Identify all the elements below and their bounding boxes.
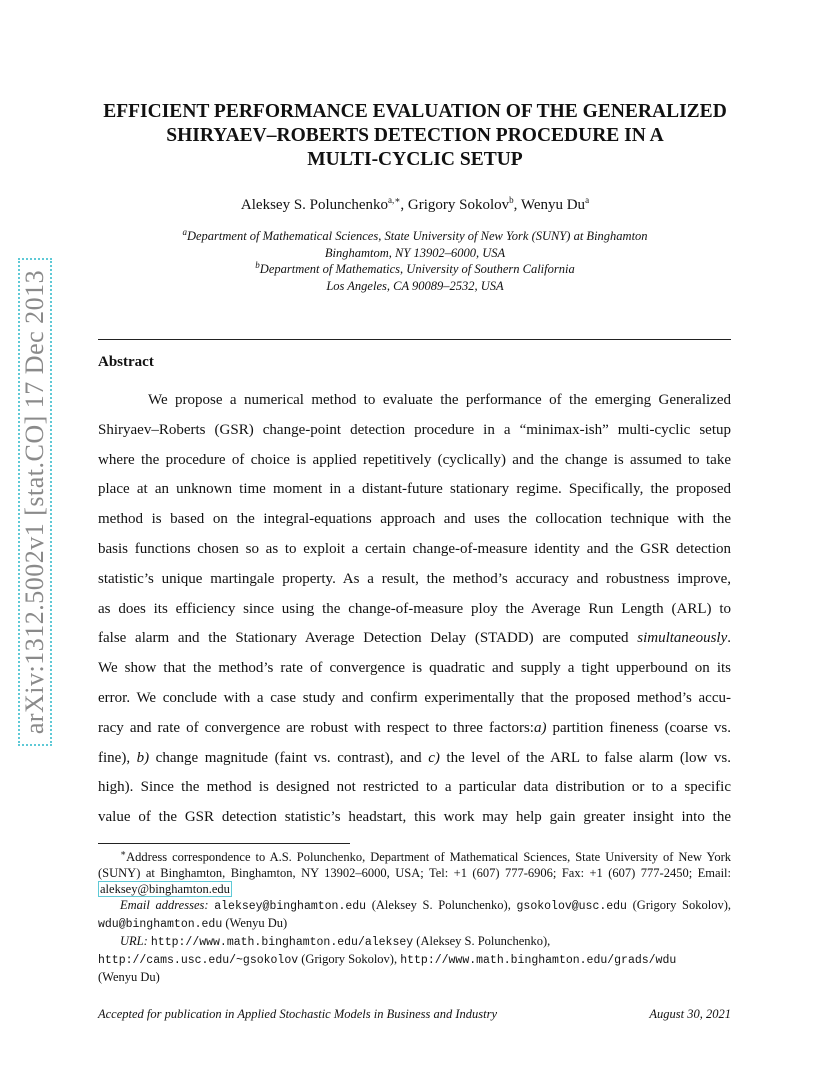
url-link[interactable]: http://www.math.binghamton.edu/grads/wdu	[400, 954, 677, 967]
abstract-line: statistic’s unique martingale property. As a result, the method’s accuracy and robustness improve,	[98, 570, 731, 587]
email-link[interactable]: gsokolov@usc.edu	[516, 900, 627, 913]
author-affil-mark: a	[585, 195, 590, 205]
abstract-line: false alarm and the Stationary Average Detection Delay (STADD) are computed simultaneously.	[98, 630, 731, 647]
author-name: Grigory Sokolov	[407, 197, 510, 213]
affiliation-b-address: Los Angeles, CA 90089–2532, USA	[326, 278, 504, 293]
publication-note: Accepted for publication in Applied Stochastic Models in Business and Industry	[98, 1007, 498, 1021]
abstract-line: value of the GSR detection statistic’s headstart, this work may help gain greater insight into the	[98, 809, 731, 826]
abstract-line: error. We conclude with a case study and confirm experimentally that the proposed method’s accu-	[98, 689, 731, 706]
author-affil-mark: a,∗	[388, 195, 401, 205]
abstract-body	[98, 386, 731, 833]
abstract-line: method is based on the integral-equations approach and uses the collocation technique with the	[98, 511, 731, 528]
affiliations	[90, 228, 740, 294]
affiliation-text: Department of Mathematics, University of Southern California	[259, 262, 575, 276]
email-owner: (Aleksey S. Polunchenko),	[366, 898, 517, 912]
correspondence-footnote	[98, 849, 731, 897]
url-link[interactable]: http://www.math.binghamton.edu/aleksey	[150, 936, 414, 949]
email-link[interactable]: aleksey@binghamton.edu	[214, 900, 367, 913]
email-link[interactable]: wdu@binghamton.edu	[98, 918, 223, 931]
paper-title	[90, 100, 740, 172]
abstract-line: We show that the method’s rate of convergence is quadratic and supply a tight upperbound on its	[98, 660, 731, 677]
author-name: Aleksey S. Polunchenko	[240, 197, 388, 213]
url-footnote	[98, 933, 731, 951]
abstract-heading: Abstract	[98, 354, 154, 370]
email-addresses-footnote	[98, 897, 731, 933]
url-footnote-end	[98, 969, 731, 985]
arxiv-identifier: arXiv:1312.5002v1 [stat.CO] 17 Dec 2013	[20, 269, 49, 735]
title-line-1: EFFICIENT PERFORMANCE EVALUATION OF THE GENERALIZED	[103, 101, 727, 122]
footnote-mark: ∗	[120, 847, 127, 858]
abstract-line: We propose a numerical method to evaluate the performance of the emerging Generalized	[148, 392, 731, 408]
author-separator: ,	[400, 197, 408, 213]
title-line-3: MULTI-CYCLIC SETUP	[307, 149, 523, 170]
abstract-line: place at an unknown time moment in a distant-future stationary regime. Specifically, the proposed	[98, 481, 731, 498]
author-separator: ,	[513, 197, 521, 213]
affiliation-text: Department of Mathematical Sciences, State University of New York (SUNY) at Binghamton	[186, 229, 648, 243]
arxiv-side-stamp	[18, 258, 52, 746]
email-label: Email addresses:	[120, 898, 209, 912]
footnotes	[98, 849, 731, 985]
affiliation-mark: b	[255, 259, 260, 270]
url-link[interactable]: http://cams.usc.edu/~gsokolov	[98, 954, 299, 967]
affiliation-a-address: Binghamtom, NY 13902–6000, USA	[324, 245, 506, 260]
abstract-line: high). Since the method is designed not restricted to a particular data distribution or to a specific	[98, 779, 731, 796]
abstract-line: fine), b) change magnitude (faint vs. contrast), and c) the level of the ARL to false alarm (low vs.	[98, 749, 731, 766]
affiliation-b	[90, 261, 740, 278]
email-owner: (Grigory Sokolov),	[626, 898, 732, 912]
email-owner: (Wenyu Du)	[222, 916, 288, 930]
url-owner: (Grigory Sokolov),	[298, 952, 401, 966]
url-owner: (Aleksey S. Polunchenko),	[413, 934, 551, 948]
abstract-line: basis functions chosen so as to exploit a certain change-of-measure identity and the GSR detection	[98, 540, 731, 557]
author-name: Wenyu Du	[520, 197, 586, 213]
correspondence-email-link[interactable]: aleksey@binghamton.edu	[100, 882, 230, 896]
footnote-rule	[98, 843, 350, 844]
page-footer	[98, 1007, 731, 1022]
url-owner: (Wenyu Du)	[98, 970, 160, 984]
abstract-line: as does its efficiency since using the change-of-measure ploy the Average Run Length (ARL) to	[98, 600, 731, 617]
url-footnote-cont	[98, 951, 731, 969]
horizontal-rule	[98, 339, 731, 340]
abstract-line: where the procedure of choice is applied repetitively (cyclically) and the change is assumed to take	[98, 451, 731, 468]
url-label: URL:	[120, 934, 148, 948]
author-list	[90, 197, 740, 214]
author-affil-mark: b	[509, 195, 514, 205]
abstract-line: Shiryaev–Roberts (GSR) change-point detection procedure in a “minimax-ish” multi-cyclic setup	[98, 421, 731, 438]
abstract-line: racy and rate of convergence are robust with respect to three factors:a) partition fineness (coarse vs.	[98, 719, 731, 736]
footer-date: August 30, 2021	[649, 1007, 731, 1021]
affiliation-a	[90, 228, 740, 245]
title-line-2: SHIRYAEV–ROBERTS DETECTION PROCEDURE IN A	[166, 125, 664, 146]
correspondence-text: Address correspondence to A.S. Polunchenko, Department of Mathematical Sciences, State University of New York (SUNY) at Binghamton, Binghamton, NY 13902–6000, USA; Tel: +1 (607) 777-6906; Fax: +1 (607) 777-2450; Email:	[98, 850, 731, 880]
affiliation-mark: a	[182, 226, 187, 237]
